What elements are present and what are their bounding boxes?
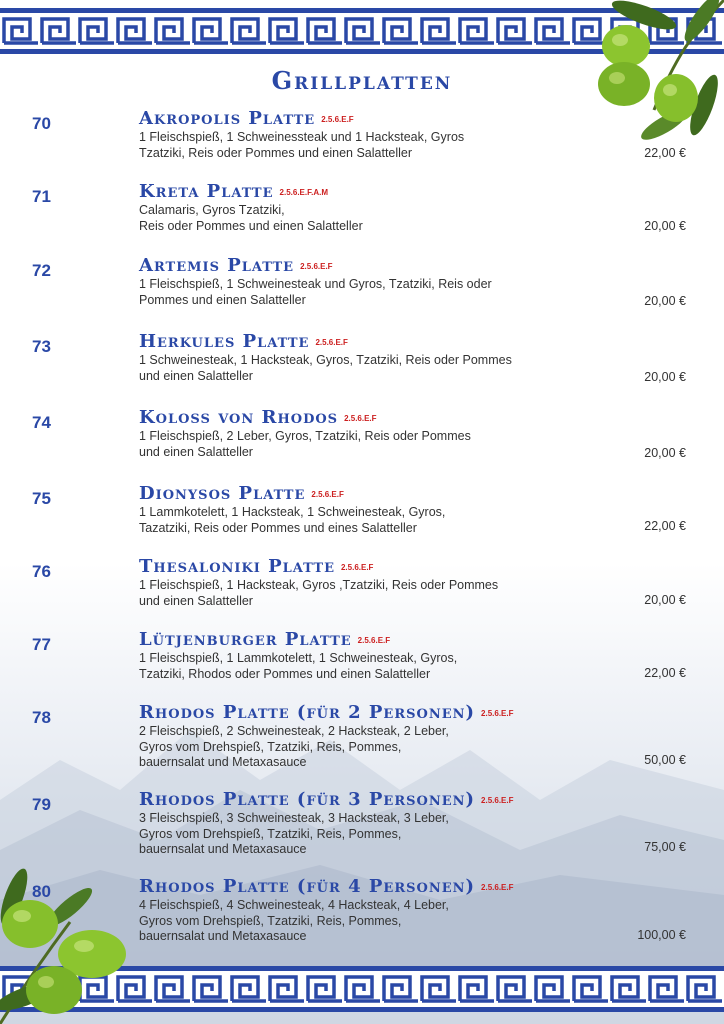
item-description: 1 Fleischspieß, 2 Leber, Gyros, Tzatziki, Reis oder Pommes und einen Salatteller: [139, 429, 471, 459]
item-price: 22,00 €: [644, 666, 686, 680]
item-price: 22,00 €: [644, 519, 686, 533]
page-title: Grillplatten: [271, 66, 453, 95]
item-allergens: 2.5.6.E.F: [311, 489, 344, 499]
item-number: 80: [32, 882, 51, 901]
item-allergens: 2.5.6.E.F: [357, 635, 391, 645]
item-number: 76: [32, 562, 51, 581]
item-allergens: 2.5.6.E.F.A.M: [279, 187, 328, 197]
item-number: 79: [32, 795, 51, 814]
item-allergens: 2.5.6.E.F: [481, 795, 514, 805]
olive-branch-bottom-left-icon: [0, 862, 140, 1024]
item-name: Rhodos Platte (für 2 Personen) 2.5.6.E.F: [139, 702, 514, 723]
item-allergens: 2.5.6.E.F: [340, 562, 374, 572]
item-description: 4 Fleischspieß, 4 Schweinesteak, 4 Hacksteak, 4 Leber, Gyros vom Drehspieß, Tzatziki, Reis, Pommes, bauernsalat und Metaxasauce: [139, 898, 449, 943]
item-price: 22,00 €: [644, 146, 686, 160]
item-description: 1 Fleischspieß, 1 Schweinessteak und 1 Hacksteak, Gyros Tzatziki, Reis oder Pommes und einen Salatteller: [139, 130, 465, 160]
item-name: Koloss von Rhodos 2.5.6.E.F: [139, 407, 377, 428]
item-number: 78: [32, 708, 51, 727]
item-description: 3 Fleischspieß, 3 Schweinesteak, 3 Hacksteak, 3 Leber, Gyros vom Drehspieß, Tzatziki, Reis, Pommes, bauernsalat und Metaxasauce: [139, 811, 449, 856]
item-price: 20,00 €: [644, 294, 686, 308]
item-name: Artemis Platte 2.5.6.E.F: [139, 255, 333, 276]
item-description: 1 Fleischspieß, 1 Lammkotelett, 1 Schweinesteak, Gyros, Tzatziki, Rhodos oder Pommes und einen Salatteller: [139, 651, 458, 681]
item-allergens: 2.5.6.E.F: [481, 708, 514, 718]
item-price: 50,00 €: [644, 753, 686, 767]
item-description: 1 Fleischspieß, 1 Hacksteak, Gyros ,Tzatziki, Reis oder Pommes und einen Salatteller: [139, 578, 499, 608]
item-number: 72: [32, 261, 51, 280]
item-number: 73: [32, 337, 51, 356]
item-number: 74: [32, 413, 51, 432]
item-price: 100,00 €: [637, 928, 686, 942]
item-description: 1 Schweinesteak, 1 Hacksteak, Gyros, Tzatziki, Reis oder Pommes und einen Salatteller: [139, 353, 512, 383]
item-price: 20,00 €: [644, 370, 686, 384]
item-name: Dionysos Platte 2.5.6.E.F: [139, 483, 344, 504]
item-price: 75,00 €: [644, 840, 686, 854]
item-description: Calamaris, Gyros Tzatziki, Reis oder Pommes und einen Salatteller: [139, 203, 363, 233]
item-allergens: 2.5.6.E.F: [321, 114, 354, 124]
item-name: Lütjenburger Platte 2.5.6.E.F: [139, 629, 391, 650]
item-description: 1 Lammkotelett, 1 Hacksteak, 1 Schweinesteak, Gyros, Tazatziki, Reis oder Pommes und eines Salatteller: [139, 505, 446, 535]
item-description: 1 Fleischspieß, 1 Schweinesteak und Gyros, Tzatziki, Reis oder Pommes und einen Salatteller: [139, 277, 492, 307]
item-price: 20,00 €: [644, 446, 686, 460]
item-number: 77: [32, 635, 51, 654]
item-allergens: 2.5.6.E.F: [315, 337, 348, 347]
item-name: Herkules Platte 2.5.6.E.F: [139, 331, 348, 352]
item-name: Akropolis Platte 2.5.6.E.F: [139, 108, 354, 129]
item-description: 2 Fleischspieß, 2 Schweinesteak, 2 Hacksteak, 2 Leber, Gyros vom Drehspieß, Tzatziki, Reis, Pommes, bauernsalat und Metaxasauce: [139, 724, 449, 769]
item-allergens: 2.5.6.E.F: [344, 413, 377, 423]
item-name: Rhodos Platte (für 4 Personen) 2.5.6.E.F: [139, 876, 514, 897]
item-price: 20,00 €: [644, 219, 686, 233]
item-name: Thesaloniki Platte 2.5.6.E.F: [139, 556, 374, 577]
item-name: Kreta Platte 2.5.6.E.F.A.M: [139, 181, 328, 202]
item-allergens: 2.5.6.E.F: [481, 882, 514, 892]
item-name: Rhodos Platte (für 3 Personen) 2.5.6.E.F: [139, 789, 514, 810]
item-price: 20,00 €: [644, 593, 686, 607]
item-number: 70: [32, 114, 51, 133]
item-allergens: 2.5.6.E.F: [300, 261, 333, 271]
item-number: 75: [32, 489, 51, 508]
item-number: 71: [32, 187, 51, 206]
